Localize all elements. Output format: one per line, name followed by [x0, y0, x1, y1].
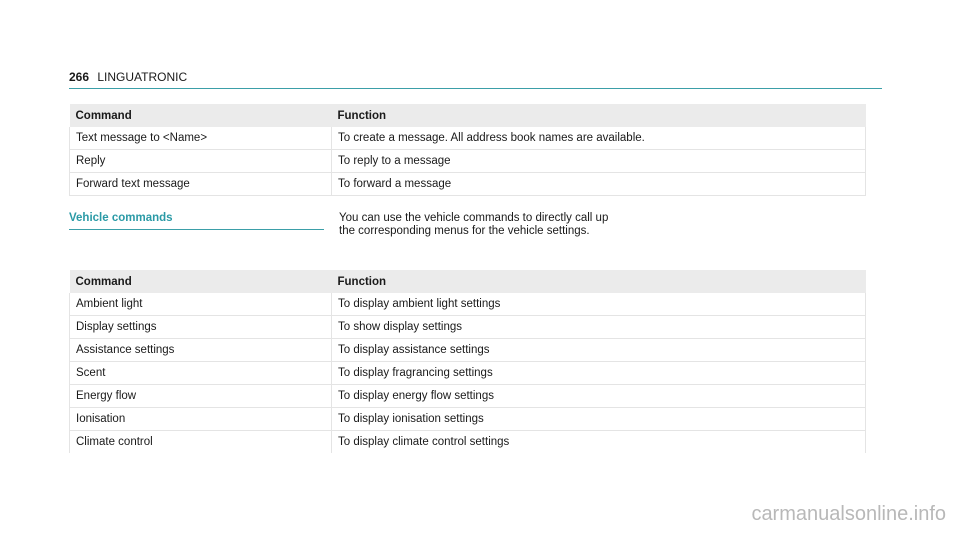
table-header-row	[70, 270, 866, 293]
table-row	[70, 431, 866, 454]
section-title: LINGUATRONIC	[97, 70, 188, 84]
header-divider	[69, 88, 882, 89]
function-cell: To display energy flow settings	[332, 385, 866, 408]
table-row	[70, 150, 866, 173]
function-cell: To display climate control settings	[332, 431, 866, 454]
command-cell: Ionisation	[70, 408, 332, 431]
vehicle-commands-description: You can use the vehicle commands to directly call up the corresponding menus for the vehicle settings.	[339, 212, 609, 237]
command-cell: Reply	[70, 150, 332, 173]
watermark: carmanualsonline.info	[751, 503, 946, 525]
section-heading-underline	[69, 229, 324, 230]
command-cell: Climate control	[70, 431, 332, 454]
command-cell: Ambient light	[70, 293, 332, 316]
command-cell: Text message to <Name>	[70, 127, 332, 150]
function-cell: To reply to a message	[332, 150, 866, 173]
page-number: 266	[69, 70, 90, 84]
command-cell: Scent	[70, 362, 332, 385]
function-cell: To display ambient light settings	[332, 293, 866, 316]
table-row	[70, 127, 866, 150]
table-header-row	[70, 104, 866, 127]
vehicle-commands-heading: Vehicle commands	[69, 212, 173, 224]
command-cell: Forward text message	[70, 173, 332, 196]
table-row	[70, 385, 866, 408]
function-column-header: Function	[332, 270, 866, 293]
function-cell: To create a message. All address book names are available.	[332, 127, 866, 150]
command-column-header: Command	[70, 270, 332, 293]
command-cell: Assistance settings	[70, 339, 332, 362]
function-cell: To display assistance settings	[332, 339, 866, 362]
page-header	[69, 70, 187, 84]
table-row	[70, 173, 866, 196]
command-cell: Energy flow	[70, 385, 332, 408]
function-cell: To show display settings	[332, 316, 866, 339]
table-row	[70, 408, 866, 431]
table-row	[70, 316, 866, 339]
function-cell: To display fragrancing settings	[332, 362, 866, 385]
function-column-header: Function	[332, 104, 866, 127]
function-cell: To display ionisation settings	[332, 408, 866, 431]
messaging-commands-table	[69, 104, 866, 196]
table-row	[70, 362, 866, 385]
command-cell: Display settings	[70, 316, 332, 339]
function-cell: To forward a message	[332, 173, 866, 196]
command-column-header: Command	[70, 104, 332, 127]
vehicle-commands-table	[69, 270, 866, 453]
table-row	[70, 293, 866, 316]
table-row	[70, 339, 866, 362]
